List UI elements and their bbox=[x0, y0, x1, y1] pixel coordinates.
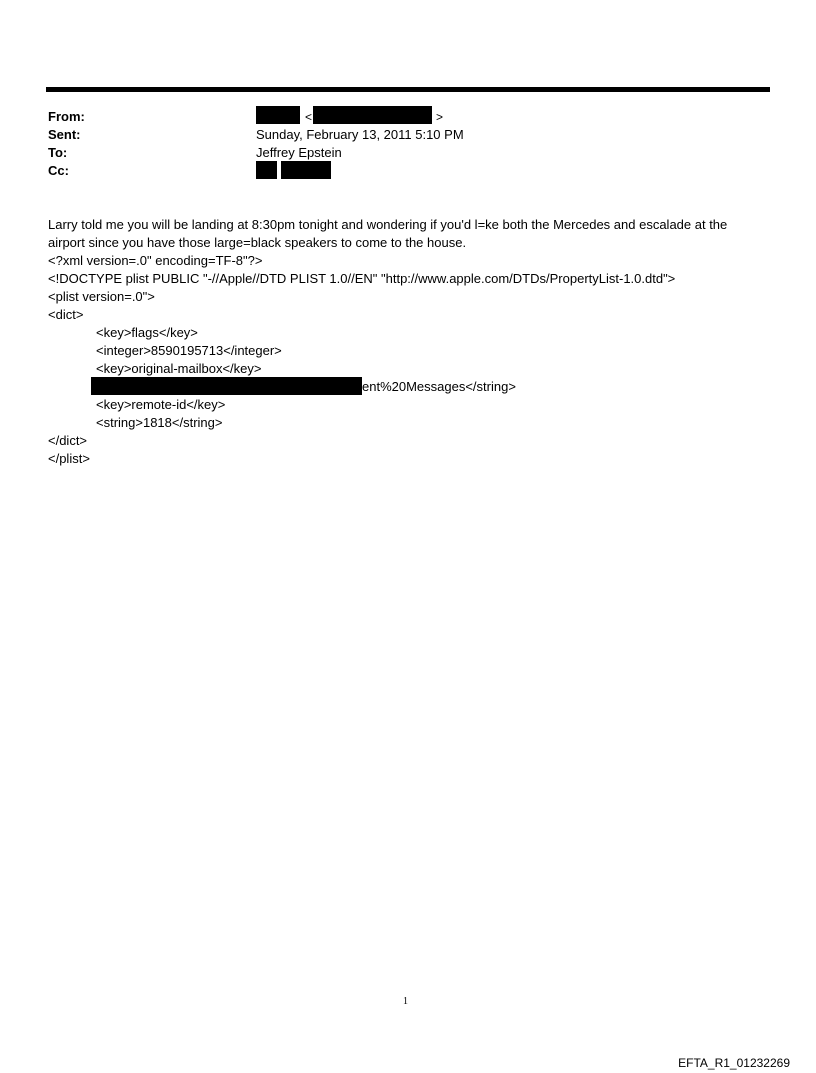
flags-integer-line: <integer>8590195713</integer> bbox=[96, 343, 282, 358]
from-name-redaction bbox=[256, 106, 300, 124]
cc-redaction-2 bbox=[281, 161, 331, 179]
dict-close-line: </dict> bbox=[48, 433, 88, 448]
original-mailbox-key-line: <key>original-mailbox</key> bbox=[96, 361, 262, 376]
dict-open-line: <dict> bbox=[48, 307, 84, 322]
from-email-close-bracket: > bbox=[436, 110, 444, 124]
doctype-line: <!DOCTYPE plist PUBLIC "-//Apple//DTD PLIST 1.0//EN" "http://www.apple.com/DTDs/PropertyList-1.0.dtd"> bbox=[48, 271, 676, 286]
header-rule bbox=[46, 87, 770, 92]
body-line-1: Larry told me you will be landing at 8:30pm tonight and wondering if you'd l=ke both the Mercedes and escalade at the bbox=[48, 217, 728, 232]
mailbox-string-line-tail: ent%20Messages</string> bbox=[362, 379, 516, 394]
xml-declaration-line: <?xml version=.0" encoding=TF-8"?> bbox=[48, 253, 263, 268]
cc-label: Cc: bbox=[48, 163, 69, 178]
to-label: To: bbox=[48, 145, 68, 160]
from-email-open-bracket: < bbox=[305, 110, 313, 124]
sent-value: Sunday, February 13, 2011 5:10 PM bbox=[256, 127, 464, 142]
cc-redaction-1 bbox=[256, 161, 277, 179]
document-id: EFTA_R1_01232269 bbox=[678, 1056, 790, 1070]
plist-close-line: </plist> bbox=[48, 451, 90, 466]
page-number: 1 bbox=[403, 996, 408, 1007]
flags-key-line: <key>flags</key> bbox=[96, 325, 198, 340]
mailbox-string-redaction bbox=[91, 377, 362, 395]
plist-open-line: <plist version=.0"> bbox=[48, 289, 155, 304]
body-line-2: airport since you have those large=black speakers to come to the house. bbox=[48, 235, 467, 250]
remote-id-string-line: <string>1818</string> bbox=[96, 415, 223, 430]
to-value: Jeffrey Epstein bbox=[256, 145, 342, 160]
sent-label: Sent: bbox=[48, 127, 81, 142]
from-email-redaction bbox=[313, 106, 432, 124]
remote-id-key-line: <key>remote-id</key> bbox=[96, 397, 226, 412]
from-label: From: bbox=[48, 109, 85, 124]
